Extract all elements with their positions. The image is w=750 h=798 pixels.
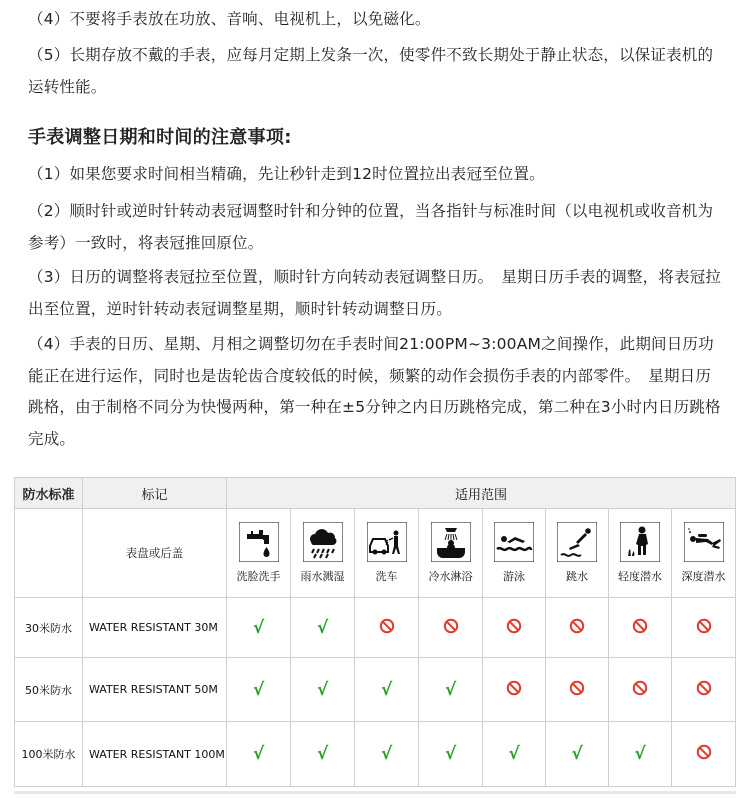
- section-heading: 手表调整日期和时间的注意事项:: [28, 127, 292, 148]
- mark-subheader: 表盘或后盖: [83, 509, 227, 598]
- suitability-cell: [546, 658, 609, 722]
- water-resistance-table: [14, 477, 736, 787]
- table-row: [15, 722, 736, 787]
- rating-label: 100米防水: [15, 722, 83, 787]
- suitability-cell: [483, 658, 546, 722]
- suitability-cell: [227, 722, 291, 787]
- check-icon: √: [316, 617, 329, 638]
- suitability-cell: [483, 598, 546, 658]
- prohibited-icon: [506, 680, 522, 696]
- care-note-4: （4）不要将手表放在功放、音响、电视机上，以免磁化。: [28, 10, 431, 28]
- suitability-cell: [483, 722, 546, 787]
- prohibited-icon: [696, 618, 712, 634]
- suitability-cell: [609, 598, 672, 658]
- suitability-cell: [291, 598, 355, 658]
- table-row: [15, 598, 736, 658]
- rain-cloud-icon: [303, 522, 343, 562]
- car-wash-icon: [367, 522, 407, 562]
- adjust-step-3: （3）日历的调整将表冠拉至位置，顺时针方向转动表冠调整日历。 星期日历手表的调整，将表冠拉出至位置，逆时针转动表冠调整星期，顺时针转动调整日历。: [28, 268, 722, 318]
- activity-6: [609, 509, 672, 598]
- check-icon: √: [444, 744, 457, 764]
- check-icon: √: [316, 679, 329, 700]
- rating-label: 50米防水: [15, 658, 83, 722]
- activity-label: 洗脸洗手: [236, 570, 281, 583]
- suitability-cell: [291, 722, 355, 787]
- activity-7: [672, 509, 736, 598]
- check-icon: √: [252, 617, 265, 638]
- care-note-5: （5）长期存放不戴的手表，应每月定期上发条一次，使零件不致长期处于静止状态，以保证表机的运转性能。: [28, 46, 714, 96]
- prohibited-icon: [569, 680, 585, 696]
- activity-5: [546, 509, 609, 598]
- suitability-cell: [546, 598, 609, 658]
- suitability-cell: [419, 658, 483, 722]
- diver-jump-icon: [557, 522, 597, 562]
- check-icon: √: [634, 744, 646, 764]
- check-icon: √: [444, 679, 457, 700]
- suitability-cell: [291, 658, 355, 722]
- check-icon: √: [380, 679, 393, 700]
- mark-text: WATER RESISTANT 50M: [83, 658, 227, 722]
- check-icon: √: [252, 679, 265, 700]
- bottom-rule: [14, 791, 736, 794]
- adjust-step-4: （4）手表的日历、星期、月相之调整切勿在手表时间21:00PM~3:00AM之间操作，此期间日历功能正在进行运作，同时也是齿轮齿合度较低的时候，频繁的动作会损伤手表的内部零件。 星期日历跳格，由于制格不同分为快慢两种，第一种在±5分钟之内日历跳格完成，第二种在3小时内日历跳格完成。: [28, 335, 721, 448]
- check-icon: √: [571, 744, 583, 764]
- prohibited-icon: [696, 744, 712, 760]
- mark-text: WATER RESISTANT 100M: [83, 722, 227, 787]
- suitability-cell: [672, 598, 736, 658]
- suitability-cell: [419, 598, 483, 658]
- prohibited-icon: [506, 618, 522, 634]
- empty-corner: [15, 509, 83, 598]
- activity-4: [483, 509, 546, 598]
- activity-label: 雨水溅湿: [300, 570, 345, 583]
- suitability-cell: [609, 658, 672, 722]
- suitability-cell: [672, 658, 736, 722]
- activity-0: [227, 509, 291, 598]
- check-icon: √: [252, 744, 265, 764]
- prohibited-icon: [569, 618, 585, 634]
- header-scope: 适用范围: [227, 478, 736, 509]
- adjust-step-2: （2）顺时针或逆时针转动表冠调整时针和分钟的位置，当各指针与标准时间（以电视机或收音机为参考）一致时，将表冠推回原位。: [28, 202, 714, 252]
- activity-2: [355, 509, 419, 598]
- activity-label: 洗车: [375, 570, 398, 583]
- swimmer-icon: [494, 522, 534, 562]
- suitability-cell: [672, 722, 736, 787]
- header-standard: 防水标准: [15, 478, 83, 509]
- prohibited-icon: [632, 618, 648, 634]
- activity-label: 跳水: [566, 570, 588, 583]
- prohibited-icon: [696, 680, 712, 696]
- prohibited-icon: [632, 680, 648, 696]
- prohibited-icon: [443, 618, 459, 634]
- check-icon: √: [380, 744, 393, 764]
- activity-label: 冷水淋浴: [428, 570, 473, 583]
- suitability-cell: [355, 598, 419, 658]
- suitability-cell: [609, 722, 672, 787]
- scuba-diver-icon: [684, 522, 724, 562]
- activity-3: [419, 509, 483, 598]
- rating-label: 30米防水: [15, 598, 83, 658]
- activity-label: 深度潜水: [681, 570, 726, 583]
- mark-text: WATER RESISTANT 30M: [83, 598, 227, 658]
- table-row: [15, 658, 736, 722]
- faucet-icon: [239, 522, 279, 562]
- suitability-cell: [546, 722, 609, 787]
- snorkel-diver-icon: [620, 522, 660, 562]
- check-icon: √: [316, 744, 329, 764]
- activity-label: 轻度潜水: [618, 570, 662, 583]
- shower-icon: [431, 522, 471, 562]
- suitability-cell: [227, 658, 291, 722]
- activity-label: 游泳: [503, 570, 525, 583]
- prohibited-icon: [379, 618, 395, 634]
- suitability-cell: [355, 658, 419, 722]
- activity-1: [291, 509, 355, 598]
- adjust-step-1: （1）如果您要求时间相当精确，先让秒针走到12时位置拉出表冠至位置。: [28, 165, 545, 183]
- suitability-cell: [419, 722, 483, 787]
- suitability-cell: [355, 722, 419, 787]
- check-icon: √: [508, 744, 520, 764]
- suitability-cell: [227, 598, 291, 658]
- header-mark: 标记: [83, 478, 227, 509]
